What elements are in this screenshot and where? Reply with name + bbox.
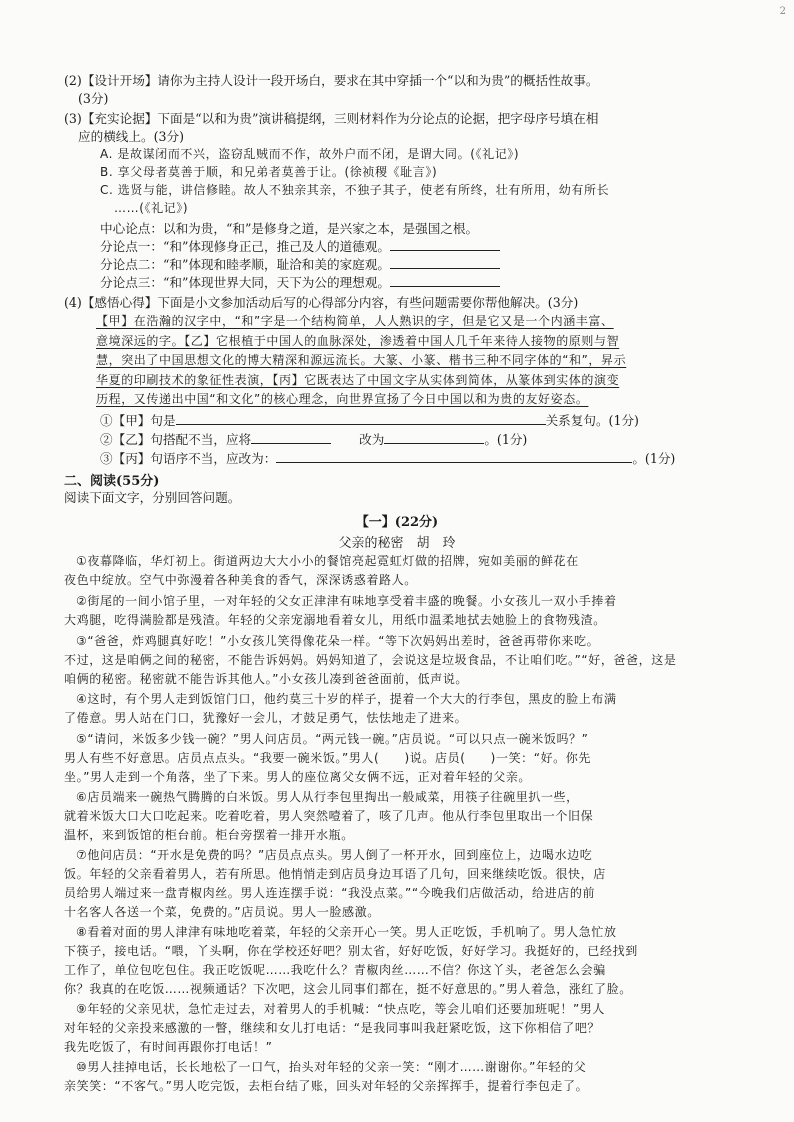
q3-central-point: 中心论点：以和为贵，“和”是修身之道，是兴家之本，是强国之根。 <box>100 221 479 236</box>
q4-sub-2-mid: 改为 <box>359 432 385 447</box>
q4-sub-2-blank-2[interactable] <box>384 431 484 444</box>
q4-sub-3-blank[interactable] <box>276 450 632 463</box>
q3-line2: 应的横线上。(3分) <box>78 129 184 144</box>
story-p5-line-1: ⑤“请问，米饭多少钱一碗？”男人问店员。“两元钱一碗。”店员说。“可以只点一碗米饭吗？” <box>76 732 589 746</box>
q3-sub-point-2 <box>100 256 734 273</box>
q4-line1: (4)【感悟心得】下面是小文参加活动后写的心得部分内容，有些问题需要你帮他解决。(3分) <box>64 295 579 310</box>
q3-option-b: B. 享父母者莫善于顺，和兄弟者莫善于让。(徐祯稷《耻言》) <box>100 165 438 179</box>
story-p4-line-2: 了倦意。男人站在门口，犹豫好一会儿，才鼓足勇气，怯怯地走了进来。 <box>64 711 468 725</box>
story-p7-line-4: 十名客人各送一个菜，免费的。”店员说。男人一脸感激。 <box>64 905 380 919</box>
story-p6-line-3: 温杯，来到饭馆的柜台前。柜台旁摆着一排开水瓶。 <box>64 828 354 842</box>
story-title: 父亲的秘密 胡 玲 <box>338 536 456 551</box>
q4-passage <box>96 312 736 410</box>
story-paragraph-10 <box>64 1058 736 1096</box>
story-p7-line-1: ⑦他问店员：“开水是免费的吗？”店员点点头。男人倒了一杯开水，回到座位上，边喝水边吃 <box>76 848 593 862</box>
q3-sub-point-2-blank[interactable] <box>390 256 500 269</box>
story-paragraph-3 <box>64 632 736 689</box>
story-p7-line-3: 员给男人端过来一盘青椒肉丝。男人连连摆手说：“我没点菜。”“今晚我们店做活动，给进店的前 <box>64 886 596 900</box>
story-p8-line-4: 你？我真的在吃饭……视频通话？下次吧，这会儿同事们都在，挺不好意思的。”男人着急，涨红了脸。 <box>64 982 632 996</box>
q4-sub-1-blank[interactable] <box>176 412 546 425</box>
q4-sub-1-suffix: 关系复句。(1分) <box>545 413 639 428</box>
story-p2-line-1: ②街尾的一间小馆子里，一对年轻的父女正津津有味地享受着丰盛的晚餐。小女孩儿一双小手捧着 <box>76 594 617 608</box>
corner-mark: 2 <box>779 6 786 17</box>
q3-sub-point-2-text: 分论点二：“和”体现和睦孝顺，耻洽和美的家庭观。 <box>100 257 390 272</box>
story-p8-line-3: 工作了，单位包吃包住。我正吃饭呢……我吃什么？青椒肉丝……不信？你这丫头，老爸怎么会骗 <box>64 963 606 977</box>
story-p3-line-1: ③“爸爸，炸鸡腿真好吃！”小女孩儿笑得像花朵一样。“等下次妈妈出差时，爸爸再带你来吃。 <box>76 634 600 648</box>
q4-sub-2-prefix: ②【乙】句搭配不当，应将 <box>100 432 252 447</box>
q3-option-c-line2: ……(《礼记》) <box>114 201 189 215</box>
q3-sub-point-1 <box>100 238 734 255</box>
section-2-intro: 阅读下面文字，分别回答问题。 <box>64 490 241 505</box>
q4-sub-1-prefix: ①【甲】句是 <box>100 413 176 428</box>
q4-sub-3-prefix: ③【丙】句语序不当，应改为： <box>100 451 277 466</box>
section-2-heading: 二、阅读(55分) <box>64 474 160 489</box>
story-p5-line-3: 坐。”男人走到一个角落，坐了下来。男人的座位离父女俩不远，正对着年轻的父亲。 <box>64 770 532 784</box>
q4-passage-line-4: 华夏的印刷技术的象征性表演，【丙】它既表达了中国文字从实体到简体，从篆体到实体的演变 <box>96 372 620 387</box>
story-p2-line-2: 大鸡腿，吃得满脸都是残渣。年轻的父亲宠溺地看着女儿，用纸巾温柔地拭去她脸上的食物残渣。 <box>64 613 606 627</box>
q4-sub-3-suffix: 。(1分) <box>632 451 676 466</box>
story-paragraph-6 <box>64 788 736 845</box>
q4-passage-line-1: 【甲】在浩瀚的汉字中，“和”字是一个结构简单，人人熟识的字，但是它又是一个内涵丰富、 <box>96 314 614 328</box>
q4-passage-line-2: 意境深远的字。【乙】它根植于中国人的血脉深处，渗透着中国人几千年来待人接物的原则与智 <box>96 333 620 348</box>
story-p9-line-1: ⑨年轻的父亲见状，急忙走过去，对着男人的手机喊：“快点吃，等会儿咱们还要加班呢！”男人 <box>76 1002 605 1016</box>
story-paragraph-9 <box>64 1000 736 1057</box>
story-p8-line-2: 下筷子，接电话。“喂，丫头啊，你在学校还好吧？别太省，好好吃饭，好好学习。我挺好的，已经找到 <box>64 944 638 958</box>
q4-sub-2 <box>100 431 734 448</box>
q3-sub-point-1-blank[interactable] <box>390 238 500 251</box>
q4-sub-1 <box>100 412 734 429</box>
q3-option-a: A. 是故谋闭而不兴，盗窃乱贼而不作，故外户而不闭，是谓大同。(《礼记》) <box>100 147 520 161</box>
story-paragraph-2 <box>64 592 736 630</box>
q3-sub-point-3-blank[interactable] <box>390 274 500 287</box>
story-paragraph-7 <box>64 846 736 922</box>
story-p4-line-1: ④这时，有个男人走到饭馆门口，他约莫三十岁的样子，提着一个大大的行李包，黑皮的脸上布满 <box>76 692 617 706</box>
story-p9-line-3: 我先吃饭了，有时间再跟你打电话！” <box>64 1040 273 1054</box>
q4-sub-3 <box>100 450 734 467</box>
story-p10-line-1: ⑩男人挂掉电话，长长地松了一口气，抬头对年轻的父亲一笑：“刚才……谢谢你。”年轻的父 <box>76 1060 587 1074</box>
q2-line1: (2)【设计开场】请你为主持人设计一段开场白，要求在其中穿插一个“以和为贵”的概括性故事。 <box>64 73 599 88</box>
q4-passage-line-5: 历程，又传递出中国“和文化”的核心理念，向世界宣扬了今日中国以和为贵的友好姿态。 <box>96 392 589 406</box>
story-p6-line-2: 就着米饭大口大口吃起来。吃着吃着，男人突然噎着了，咳了几声。他从行李包里取出一个旧保 <box>64 809 594 823</box>
story-p1-line-1: ①夜幕降临，华灯初上。街道两边大大小小的餐馆亮起霓虹灯做的招牌，宛如美丽的鲜花在 <box>76 554 579 568</box>
story-p6-line-1: ⑥店员端来一碗热气腾腾的白米饭。男人从行李包里掏出一般咸菜，用筷子往碗里扒一些， <box>76 790 579 804</box>
q4-sub-2-suffix: 。(1分) <box>484 432 528 447</box>
story-p8-line-1: ⑧看着对面的男人津津有味地吃着菜，年轻的父亲开心一笑。男人正吃饭，手机响了。男人急忙放 <box>76 925 617 939</box>
story-p9-line-2: 对年轻的父亲投来感激的一瞥，继续和女儿打电话：“是我同事叫我赶紧吃饭，这下你相信了吧？ <box>64 1021 601 1035</box>
q4-sub-2-blank-1[interactable] <box>251 431 331 444</box>
q3-sub-point-3 <box>100 274 734 291</box>
q4-passage-line-3: 慧，突出了中国思想文化的博大精深和源远流长。大篆、小篆、楷书三种不同字体的“和”，昇示 <box>96 353 627 367</box>
q3-sub-point-3-text: 分论点三：“和”体现世界大同，天下为公的理想观。 <box>100 275 390 290</box>
story-paragraph-5 <box>64 730 736 787</box>
story-p3-line-2: 不过，这是咱俩之间的秘密，不能告诉妈妈。妈妈知道了，会说这是垃圾食品，不让咱们吃。”“好，爸爸，这是 <box>64 653 677 667</box>
q3-line1: (3)【充实论据】下面是“以和为贵”演讲稿提纲，三则材料作为分论点的论据，把字母序号填在相 <box>64 111 599 126</box>
q3-option-c-line1: C. 选贤与能，讲信修睦。故人不独亲其亲，不独子其子，使老有所终，壮有所用，幼有所长 <box>100 183 610 197</box>
story-paragraph-8 <box>64 923 736 999</box>
q2-line2: (3分) <box>78 91 109 106</box>
story-p7-line-2: 饭。年轻的父亲看着男人，若有所思。他悄悄走到店员身边耳语了几句，回来继续吃饭。很快，店 <box>64 867 606 881</box>
story-p1-line-2: 夜色中绽放。空气中弥漫着各种美食的香气，深深诱惑着路人。 <box>64 573 417 587</box>
story-p5-line-2: 男人有些不好意思。店员点点头。“我要一碗米饭。”男人( )说。店员( )一笑：“好。你先 <box>64 751 591 765</box>
story-p10-line-2: 亲笑笑：“不客气。”男人吃完饭，去柜台结了账，回头对年轻的父亲挥挥手，提着行李包走了。 <box>64 1079 589 1093</box>
q3-sub-point-1-text: 分论点一：“和”体现修身正己，推己及人的道德观。 <box>100 239 390 254</box>
story-paragraph-1 <box>64 552 736 590</box>
section-2-part: 【一】(22分) <box>355 515 439 530</box>
story-paragraph-4 <box>64 690 736 728</box>
story-p3-line-3: 咱俩的秘密。秘密就不能告诉其他人。”小女孩儿凑到爸爸面前，低声说。 <box>64 672 469 686</box>
